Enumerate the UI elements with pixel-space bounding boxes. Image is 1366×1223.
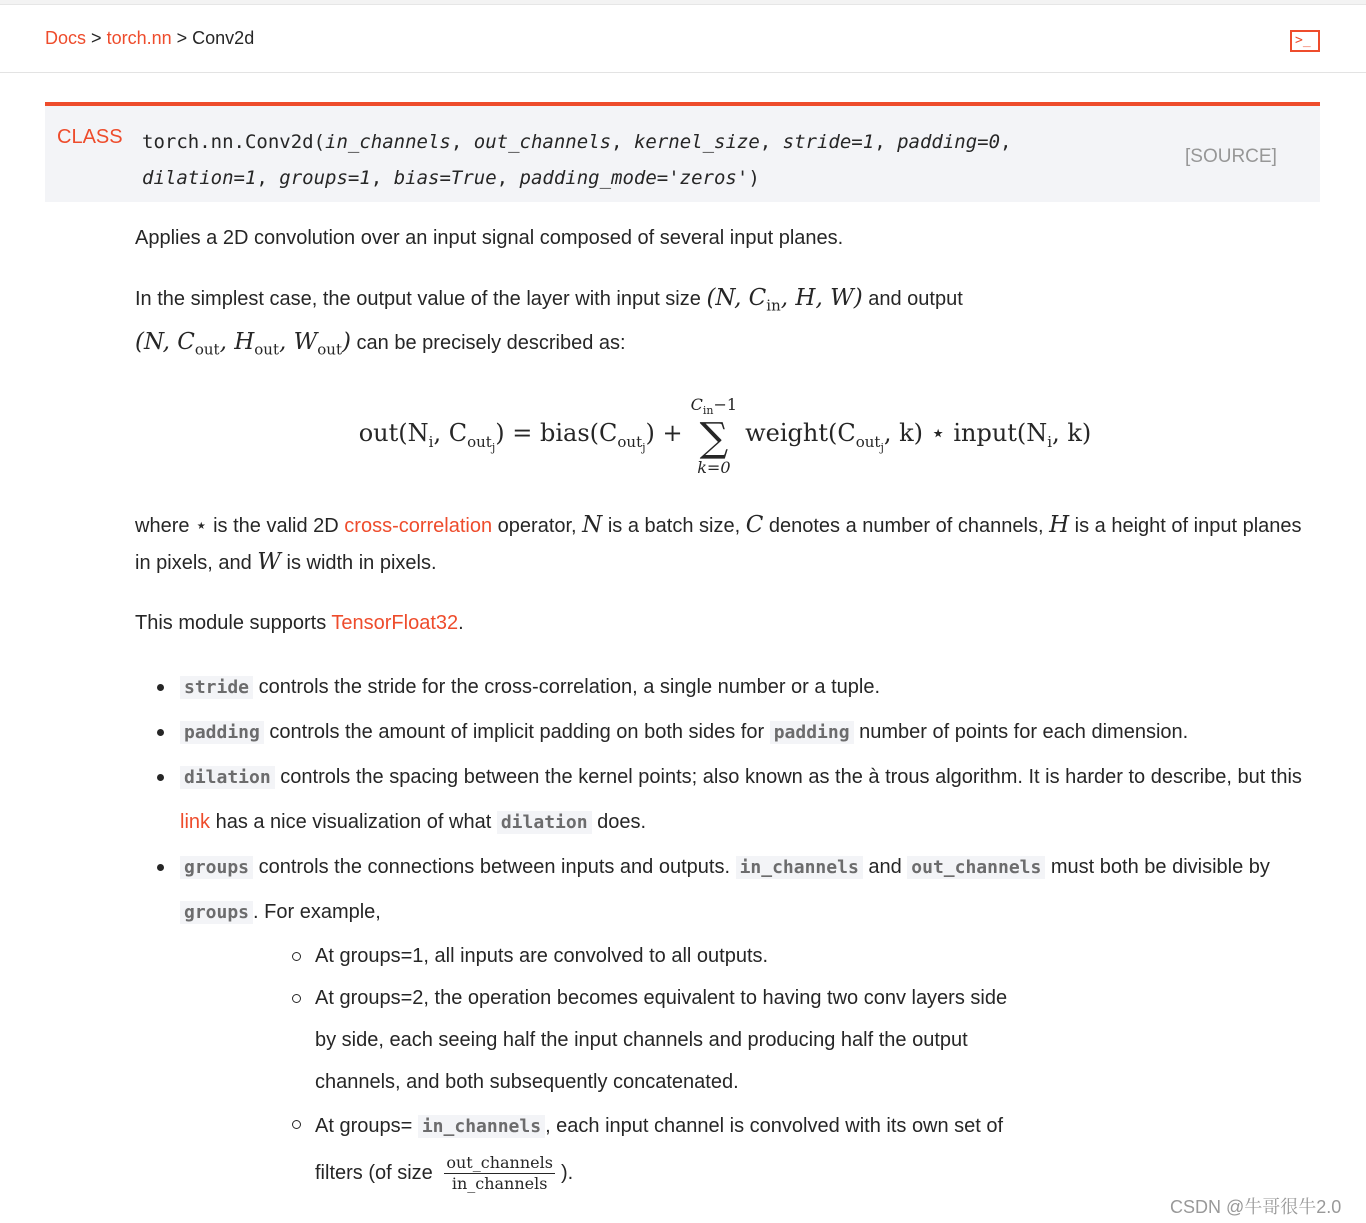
math: , C [433,418,468,447]
text: controls the spacing between the kernel points; also known as the à trous algorithm. It is harder to describe, but this [274,766,1302,789]
code: in_channels [418,1115,545,1138]
breadcrumb [45,28,254,49]
param: bias=True [393,167,497,189]
breadcrumb-docs[interactable]: Docs [45,28,87,48]
math: , H [219,328,255,355]
comma: , [370,167,394,189]
math: , k) [1052,418,1092,447]
breadcrumb-sep: > [176,28,188,48]
fraction [444,1153,555,1194]
summation [690,394,738,477]
numerator: out_channels [446,1153,553,1173]
math-sub: in [702,403,714,417]
divider [0,72,1366,73]
top-bar [0,0,1366,5]
param: in_channels [325,131,451,153]
code: stride [180,676,253,699]
math-sub: out [194,340,220,359]
comma: , [759,131,783,153]
text: controls the connections between inputs and outputs. [253,856,736,879]
math: N [582,512,603,539]
math-sub: i [1047,432,1053,451]
list-item-stride [180,665,1315,710]
text: At groups=2, the operation becomes equivalent to having two conv layers side by side, each seeing half the input channels and producing half the output channels, and both subsequently concatenated. [315,987,1008,1094]
class-signature [45,102,1320,202]
param: groups=1 [279,167,371,189]
text: controls the stride for the cross-correlation, a single number or a tuple. [253,676,880,699]
paren: ) [748,167,760,189]
math-sub: out [317,340,343,359]
list-item-padding [180,710,1315,755]
math: −1 [713,394,738,414]
math-sub: j [642,440,646,454]
math: , k) ⋆ input(N [883,418,1048,447]
conv-equation [135,391,1315,481]
comma: , [611,131,634,153]
breadcrumb-current: Conv2d [192,28,255,48]
math: out(N [358,418,429,447]
text: At groups= [315,1115,418,1138]
sum-lower: k=0 [697,457,731,477]
math-sub: j [880,440,884,454]
sub-list-item [315,935,1015,977]
sub-list-item [315,977,1015,1103]
watermark: CSDN @牛哥很牛2.0 [1170,1197,1342,1217]
text: At groups=1, all inputs are convolved to all outputs. [315,945,769,968]
source-link[interactable]: [SOURCE] [1185,146,1277,167]
math-sub: out [855,432,881,451]
code: padding [180,721,264,744]
simplest-case-text [135,280,1315,367]
math-sub: in [766,296,781,315]
code: groups [180,901,253,924]
class-label: CLASS [57,126,123,148]
text: . [458,612,464,635]
equation-rhs [745,419,1091,454]
text: is a batch size, [602,515,746,538]
math-sub: out [467,432,492,451]
equation-lhs [359,419,683,454]
text: In the simplest case, the output value of the layer with input size [135,288,707,310]
text: number of points for each dimension. [853,721,1189,744]
text: and [862,856,908,879]
text: denotes a number of channels, [763,515,1050,538]
text: is a height of input planes in pixels, and [135,515,1302,575]
math [135,328,351,359]
math: ) = bias(C [495,418,618,447]
list-item-dilation [180,755,1315,845]
code: padding [770,721,854,744]
text: can be precisely described as: [351,331,626,354]
comma: , [256,167,280,189]
code: in_channels [736,856,863,879]
class-name: torch.nn.Conv2d( [142,131,326,153]
math: ) + [645,418,683,447]
math: C [690,394,703,414]
param: kernel_size [633,131,760,153]
text: , each input channel is convolved with its own set of filters (of size [315,1115,1004,1185]
math-sub: out [254,340,280,359]
comma: , [874,131,898,153]
signature-code [142,124,1142,196]
text: and output [862,288,963,310]
math: , H, W) [780,285,863,311]
math: C [745,512,764,539]
param: padding_mode='zeros' [519,167,749,189]
groups-sub-list [315,935,1015,1196]
text: where ⋆ is the valid 2D [135,515,345,538]
cross-correlation-link[interactable]: cross-correlation [344,515,493,538]
math [706,285,863,315]
comma: , [496,167,520,189]
code: groups [180,856,253,879]
math: H [1049,512,1070,539]
denominator: in_channels [451,1174,548,1194]
terminal-icon[interactable]: >_ [1290,30,1320,52]
text: is width in pixels. [280,552,437,575]
math: (N, C [135,328,195,355]
param: out_channels [473,131,612,153]
comma: , [1000,131,1012,153]
comma: , [450,131,474,153]
where-text [135,507,1315,581]
code: dilation [497,811,592,834]
breadcrumb-sep: > [91,28,102,48]
breadcrumb-torch-nn[interactable]: torch.nn [106,28,172,48]
text: controls the amount of implicit padding on both sides for [263,721,770,744]
main-content [135,220,1315,1196]
text: . For example, [253,901,381,924]
math: ) [342,328,351,355]
intro-text: Applies a 2D convolution over an input signal composed of several input planes. [135,227,844,249]
param: dilation=1 [142,167,257,189]
tf32-text [135,605,1315,641]
math: weight(C [745,418,856,447]
text: does. [591,811,647,834]
math: (N, C [706,285,767,311]
math-sub: i [428,432,434,451]
text: must both be divisible by [1045,856,1270,879]
math-sub: j [491,440,496,454]
param: padding=0 [897,131,1001,153]
dilation-link[interactable]: link [180,811,211,834]
list-item-groups [180,845,1315,1196]
text: ). [560,1162,574,1185]
code: dilation [180,766,275,789]
parameter-list [135,665,1315,1196]
sub-list-item [315,1103,1015,1196]
sum-icon: ∑ [699,414,729,461]
text: operator, [492,515,583,538]
text: This module supports [135,612,332,635]
param: stride=1 [782,131,875,153]
math: W [257,549,281,576]
code: out_channels [907,856,1045,879]
math-sub: out [617,432,643,451]
tensorfloat32-link[interactable]: TensorFloat32 [331,612,459,635]
sum-upper [690,394,738,417]
math: , W [279,328,318,355]
text: has a nice visualization of what [210,811,497,834]
